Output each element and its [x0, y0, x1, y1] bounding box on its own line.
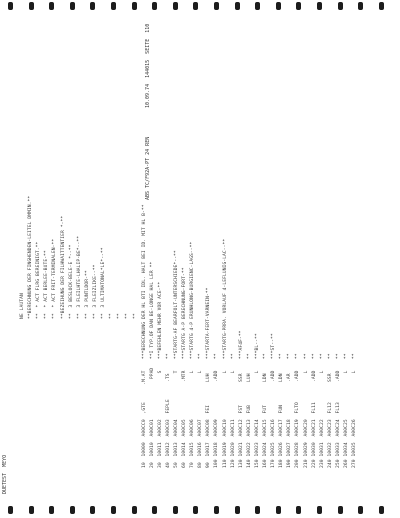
sprocket-hole	[8, 506, 13, 514]
listing-line: 30 10011 A00C02 S ***BEFEHLEN MEHR VOR ACE-**	[157, 281, 163, 468]
sprocket-hole	[317, 2, 322, 10]
listing-line: 190 10027 A00C18 .AR **	[287, 353, 293, 468]
listing-line: 220 10030 A00C21 FL11 .ADD **	[311, 353, 317, 468]
sprocket-hole	[276, 506, 281, 514]
listing-line: **	[125, 313, 131, 468]
header-left: DUETEST MEYO	[2, 454, 8, 494]
sprocket-hole	[255, 506, 260, 514]
sprocket-hole	[276, 2, 281, 10]
listing-line: 160 10024 A00C15 FUT LDN **	[263, 353, 268, 468]
listing-line: ** * ACT FRIT-TERMINALEN-**	[52, 238, 58, 468]
sprocket-hole	[152, 506, 157, 514]
listing-line: **	[109, 313, 115, 468]
listing-line: 240 10032 A00C23 FL12 SSR **	[327, 353, 333, 468]
sprocket-hole	[358, 506, 363, 514]
sprocket-hole	[132, 506, 137, 514]
listing-line: ** 3 BESLOCK-BELE-E *--**	[68, 244, 74, 468]
sprocket-hole	[90, 506, 95, 514]
listing-line: **	[117, 313, 123, 468]
sprocket-hole	[111, 506, 116, 514]
listing-line: 120 10020 A00C11 L **	[230, 353, 236, 468]
sprocket-hole	[255, 2, 260, 10]
listing-line: ** * ACT FLRG BEREINIGT.**	[36, 241, 42, 468]
listing-line: ** 3 FLEIZLIKE--**	[92, 264, 98, 468]
sprocket-hole	[70, 506, 75, 514]
header-right: 10.09.74 144015 SEITE 110	[145, 23, 151, 108]
sprocket-hole	[214, 506, 219, 514]
sprocket-hole	[193, 506, 198, 514]
listing-line: 140 10022 A00C13 FUB LUH **	[246, 353, 252, 468]
sprocket-hole	[173, 2, 178, 10]
sprocket-hole	[296, 506, 301, 514]
listing-line: 130 10021 A00C12 FST SSR ***AF4F-**	[238, 330, 244, 468]
sprocket-hole	[338, 506, 343, 514]
sprocket-hole	[379, 2, 384, 10]
listing-line: 20 10010 A00C01 PPAD **I TYP.OF DAN BE-LONGE HAL LER **	[149, 261, 155, 468]
sprocket-hole	[111, 2, 116, 10]
listing-line: 10 10000 A00CC0 ,GTE .M.AT ***BERECHNUNG DER HL BTI IDL. HALT BEI ID. MIT HL B-**	[141, 204, 147, 468]
listing-line: 50 10013 A00C04 T **STARTG-AF BEARFOLT-UNTERSCHIEDE*--**	[173, 250, 179, 468]
listing-line: 60 10014 A00C05 .MTR ***STARTG A-P BERECHNUNG-FORT-**	[182, 267, 187, 468]
listing-line: NE LAUTAN	[20, 293, 25, 468]
listing-line: ** 3 FLEILHTE-LHALIP-BE*--**	[76, 235, 82, 468]
sprocket-holes-bottom	[0, 504, 400, 518]
sprocket-hole	[235, 506, 240, 514]
listing-line: ** * ACT BERLEE-BUTE-**	[44, 250, 50, 468]
listing-line: 260 10034 A00C25 L **	[344, 353, 349, 468]
sprocket-hole	[193, 2, 198, 10]
sprocket-hole	[379, 506, 384, 514]
header-center: ABS TC/F92A-PT 24 REN	[145, 136, 151, 200]
listing-line: 80 10016 A00C07 L **	[198, 353, 204, 468]
listing-line: ** 3 PUNTLDOR-**	[84, 270, 90, 468]
printout-sheet	[0, 20, 390, 500]
listing-line: **BEZEIHUNG DER FILHWAITTENTIER *-**	[60, 215, 66, 468]
listing-line: ** 3 ULTIMATONAL*LE*--**	[101, 247, 106, 468]
listing-line: 70 10015 A00C06 L ***STARTG 4-P ERUNHLONG-BURGIENC-LAGS--**	[190, 241, 196, 468]
listing-line: 210 10029 A00C20 L **	[303, 353, 309, 468]
sprocket-hole	[70, 2, 75, 10]
sprocket-hole	[90, 2, 95, 10]
sprocket-hole	[173, 506, 178, 514]
sprocket-hole	[296, 2, 301, 10]
sprocket-hole	[29, 506, 34, 514]
listing-line: **	[133, 313, 139, 468]
sprocket-hole	[132, 2, 137, 10]
sprocket-hole	[152, 2, 157, 10]
listing-line: 110 10019 A00C10 L ***STARTG-PRRA. VORLAUF 4-LEFLUNIG-LAC--**	[222, 238, 228, 468]
listing-line: 230 10031 A00C22 L **	[319, 353, 325, 468]
listing-line: **BERECHNUNG DER FINGHENDEN-LEITEL DMMIN.**	[28, 195, 34, 468]
listing-line: 200 10028 A00C19 FLTO .ADD **	[295, 353, 301, 468]
listing-line: 40 10012 A00C03 FEPLE .TS **	[165, 353, 171, 468]
sprocket-hole	[29, 2, 34, 10]
listing-line: 90 10017 A00C08 FEI LUH ***STARTA-FERT-VARNEIN-**	[206, 287, 212, 468]
sprocket-hole	[317, 506, 322, 514]
listing-line: 100 10018 A00C09 .ADD **	[214, 353, 220, 468]
sprocket-hole	[214, 2, 219, 10]
listing-line: 150 10023 A00C14 L ***BL--**	[254, 333, 260, 468]
sprocket-hole	[8, 2, 13, 10]
sprocket-hole	[358, 2, 363, 10]
sprocket-hole	[338, 2, 343, 10]
listing-line: 180 10026 A00C17 FUN LDN **	[279, 353, 285, 468]
listing-line: 170 10025 A00C16 .ADD ***ST--**	[271, 333, 277, 468]
sprocket-hole	[235, 2, 240, 10]
sprocket-hole	[49, 506, 54, 514]
sprocket-holes-top	[0, 0, 400, 14]
listing-line: 270 10035 A00C26 L **	[352, 353, 358, 468]
listing-line: 250 10033 A00C24 FL13 .ADD **	[335, 353, 341, 468]
sprocket-hole	[49, 2, 54, 10]
